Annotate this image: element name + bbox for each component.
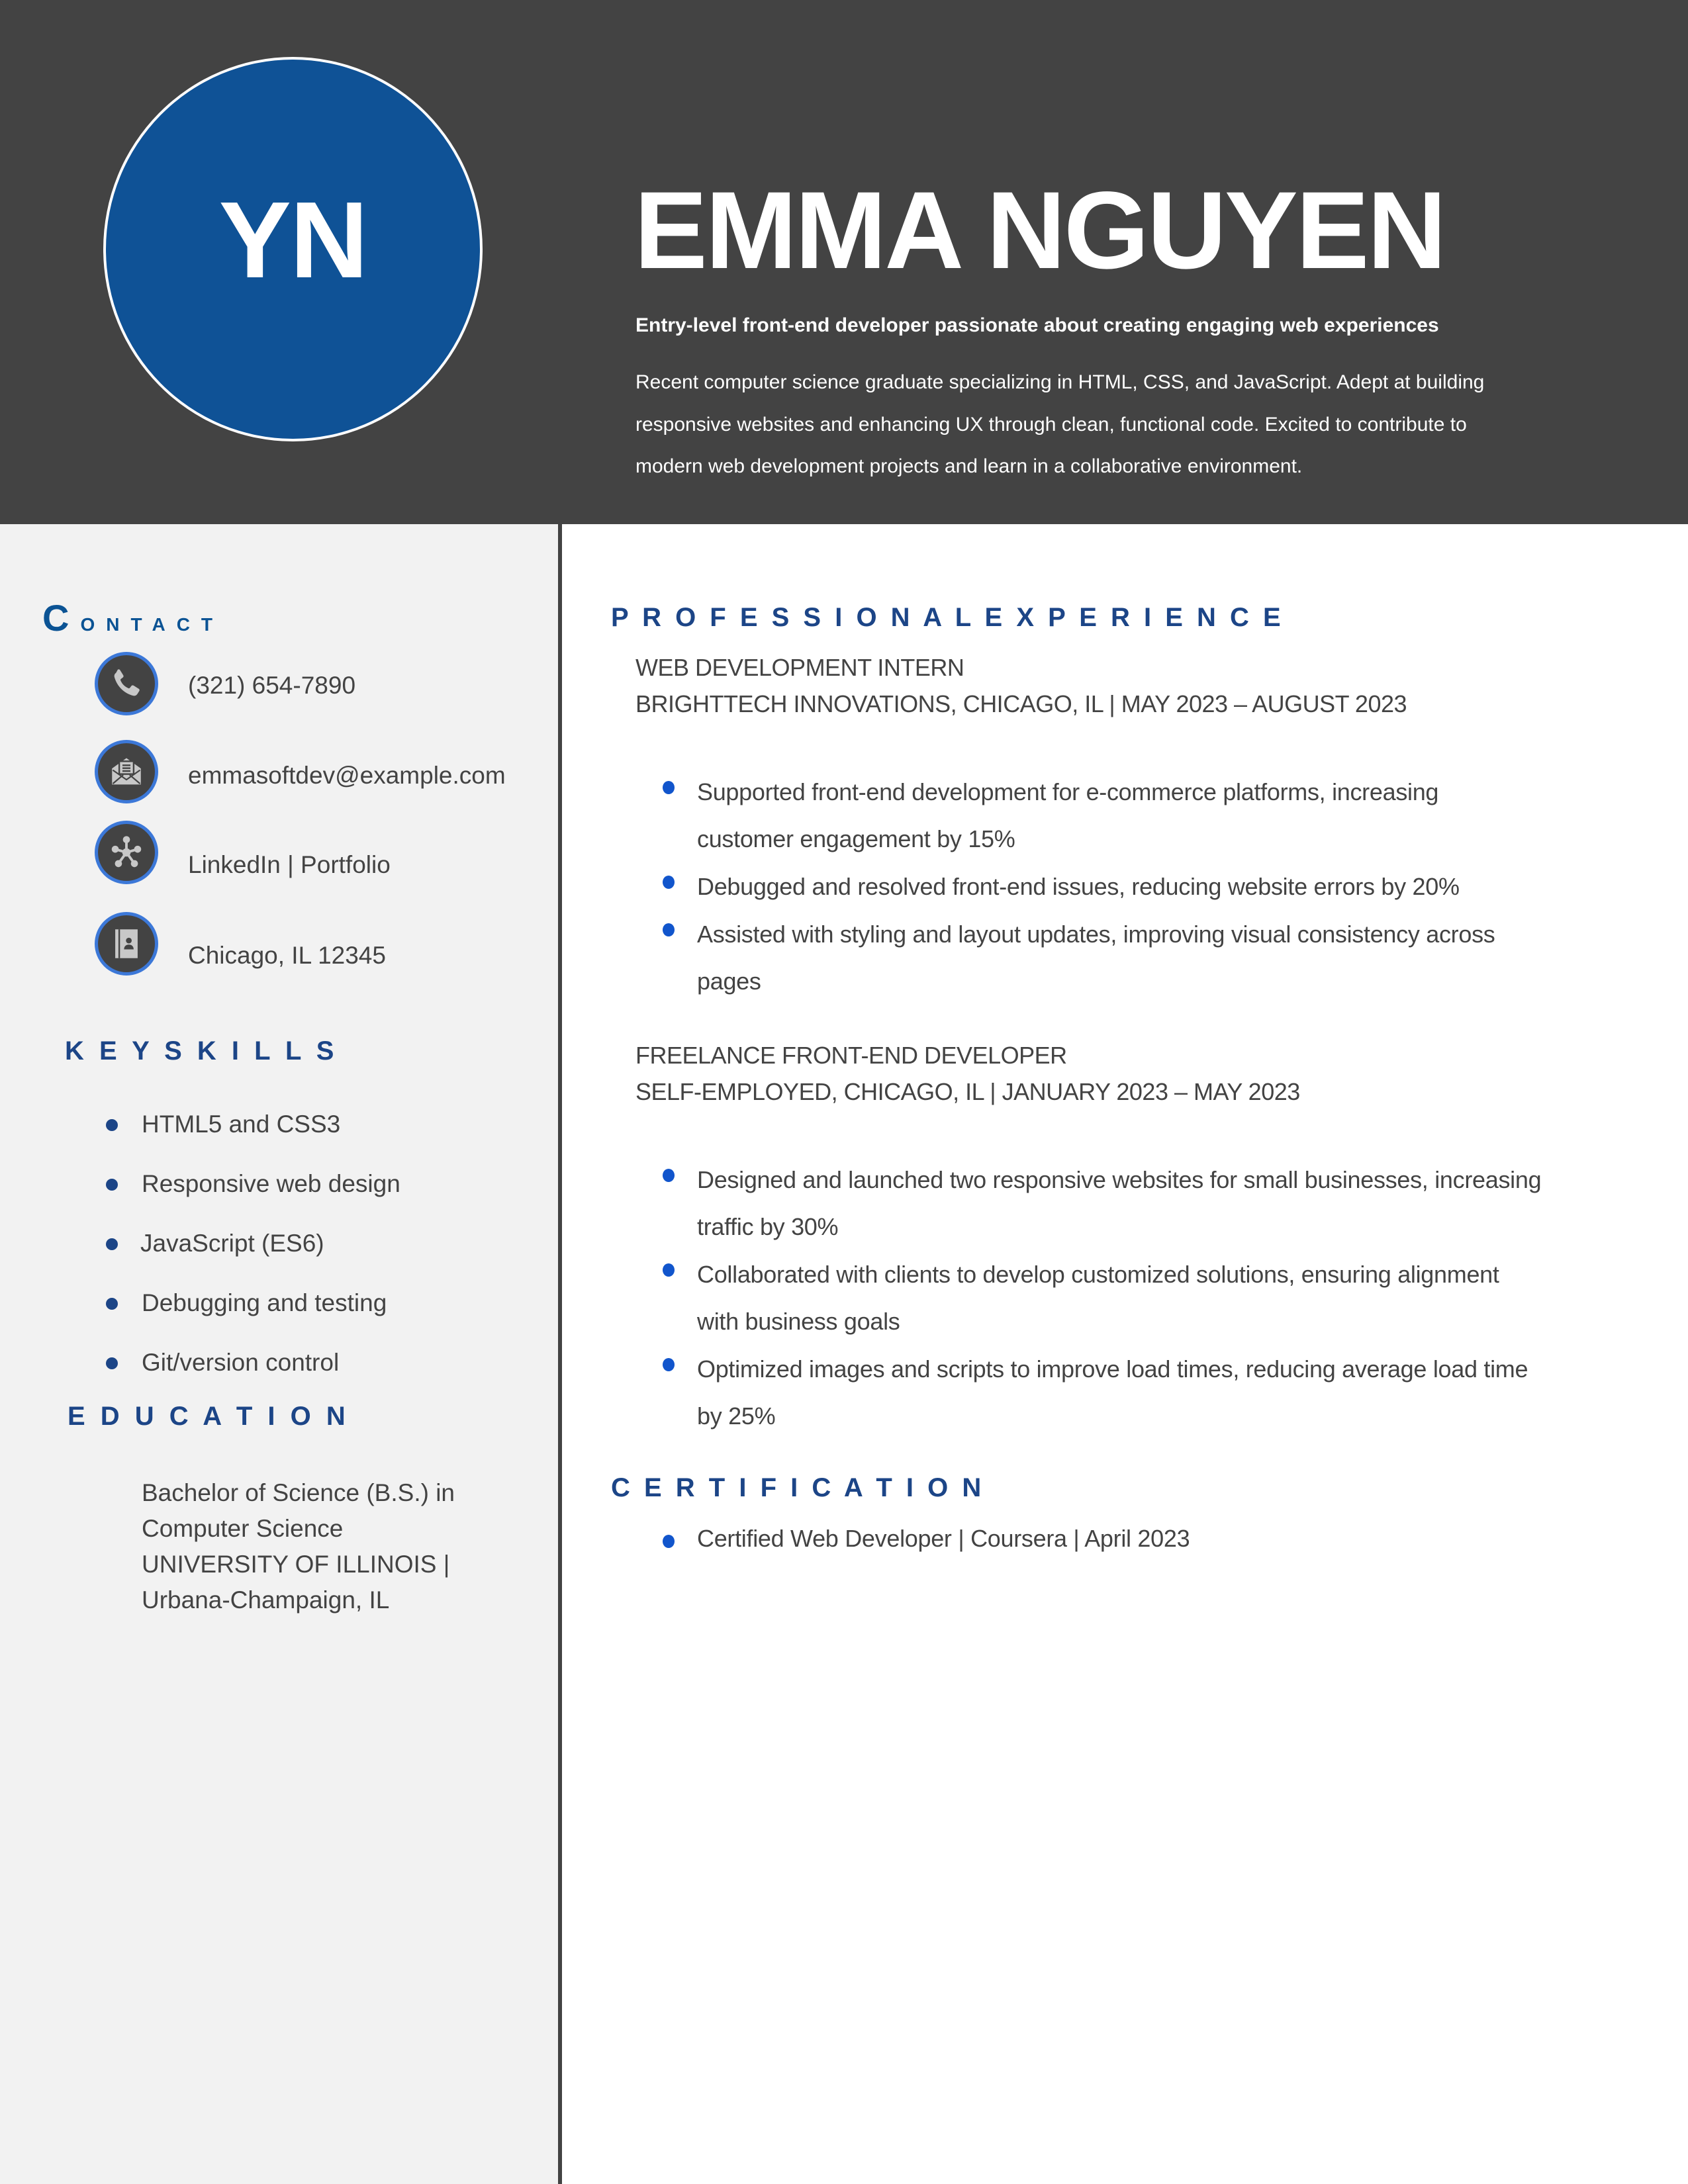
skill-item: HTML5 and CSS3 bbox=[142, 1111, 341, 1138]
job-bullet: Supported front-end development for e-commerce platforms, increasing bbox=[697, 778, 1439, 805]
bullet-icon bbox=[106, 1298, 118, 1310]
experience-heading: P R O F E S S I O N A L E X P E R I E N C E bbox=[611, 603, 1284, 632]
skill-item: Git/version control bbox=[142, 1349, 340, 1376]
job-bullet: Designed and launched two responsive websites for small businesses, increasing bbox=[697, 1166, 1542, 1193]
phone-icon bbox=[95, 652, 158, 715]
bullet-icon bbox=[663, 1535, 675, 1548]
bullet-icon bbox=[663, 1358, 675, 1371]
job-company: SELF-EMPLOYED, CHICAGO, IL | JANUARY 2023 – MAY 2023 bbox=[635, 1078, 1300, 1105]
job-bullet: Collaborated with clients to develop customized solutions, ensuring alignment bbox=[697, 1261, 1499, 1288]
bullet-icon bbox=[106, 1357, 118, 1369]
job-bullet-cont: traffic by 30% bbox=[697, 1213, 839, 1240]
bullet-icon bbox=[663, 1169, 675, 1182]
bullet-icon bbox=[106, 1179, 118, 1191]
certification-item: Certified Web Developer | Coursera | April 2023 bbox=[697, 1525, 1190, 1552]
summary-line: responsive websites and enhancing UX through clean, functional code. Excited to contribute to bbox=[635, 413, 1467, 435]
bullet-icon bbox=[663, 923, 675, 936]
school-line: UNIVERSITY OF ILLINOIS | bbox=[142, 1551, 450, 1578]
contact-links[interactable]: LinkedIn | Portfolio bbox=[188, 851, 391, 878]
job-bullet-cont: by 25% bbox=[697, 1402, 776, 1430]
certification-heading: C E R T I F I C A T I O N bbox=[611, 1473, 985, 1502]
column-divider bbox=[558, 524, 562, 2184]
education-entry bbox=[142, 1475, 455, 1618]
job-bullet-cont: customer engagement by 15% bbox=[697, 825, 1015, 852]
bullet-icon bbox=[663, 876, 675, 889]
skills-heading: K E Y S K I L L S bbox=[65, 1036, 338, 1066]
bullet-icon bbox=[106, 1238, 118, 1250]
contact-phone[interactable]: (321) 654-7890 bbox=[188, 672, 356, 699]
job-bullet-cont: pages bbox=[697, 968, 761, 995]
avatar-initials: YN bbox=[218, 179, 367, 300]
candidate-name: EMMA NGUYEN bbox=[634, 169, 1445, 292]
job-bullet: Assisted with styling and layout updates, improving visual consistency across bbox=[697, 921, 1495, 948]
summary-line: Recent computer science graduate specializing in HTML, CSS, and JavaScript. Adept at building bbox=[635, 371, 1485, 393]
summary bbox=[635, 361, 1575, 488]
school-line: Urbana-Champaign, IL bbox=[142, 1586, 390, 1614]
contact-book-icon bbox=[95, 912, 158, 976]
contact-heading: Contact bbox=[42, 597, 224, 639]
degree-line: Bachelor of Science (B.S.) in bbox=[142, 1479, 455, 1506]
skill-item: Debugging and testing bbox=[142, 1289, 387, 1316]
summary-line: modern web development projects and learn in a collaborative environment. bbox=[635, 455, 1303, 477]
degree-line: Computer Science bbox=[142, 1515, 344, 1542]
bullet-icon bbox=[663, 1263, 675, 1277]
bullet-icon bbox=[106, 1119, 118, 1131]
job-bullet: Optimized images and scripts to improve load times, reducing average load time bbox=[697, 1355, 1528, 1383]
job-bullet-cont: with business goals bbox=[697, 1308, 900, 1335]
contact-email[interactable]: emmasoftdev@example.com bbox=[188, 762, 506, 789]
skill-item: Responsive web design bbox=[142, 1170, 400, 1197]
skill-item: JavaScript (ES6) bbox=[140, 1230, 324, 1257]
email-icon bbox=[95, 740, 158, 803]
education-heading: E D U C A T I O N bbox=[68, 1402, 350, 1431]
tagline: Entry-level front-end developer passionate about creating engaging web experiences bbox=[635, 314, 1439, 336]
bullet-icon bbox=[663, 781, 675, 794]
contact-location: Chicago, IL 12345 bbox=[188, 942, 386, 969]
network-icon bbox=[95, 821, 158, 884]
job-title: FREELANCE FRONT-END DEVELOPER bbox=[635, 1042, 1067, 1069]
job-company: BRIGHTTECH INNOVATIONS, CHICAGO, IL | MAY 2023 – AUGUST 2023 bbox=[635, 690, 1407, 717]
avatar bbox=[103, 57, 483, 441]
job-title: WEB DEVELOPMENT INTERN bbox=[635, 654, 964, 681]
job-bullet: Debugged and resolved front-end issues, reducing website errors by 20% bbox=[697, 873, 1460, 900]
